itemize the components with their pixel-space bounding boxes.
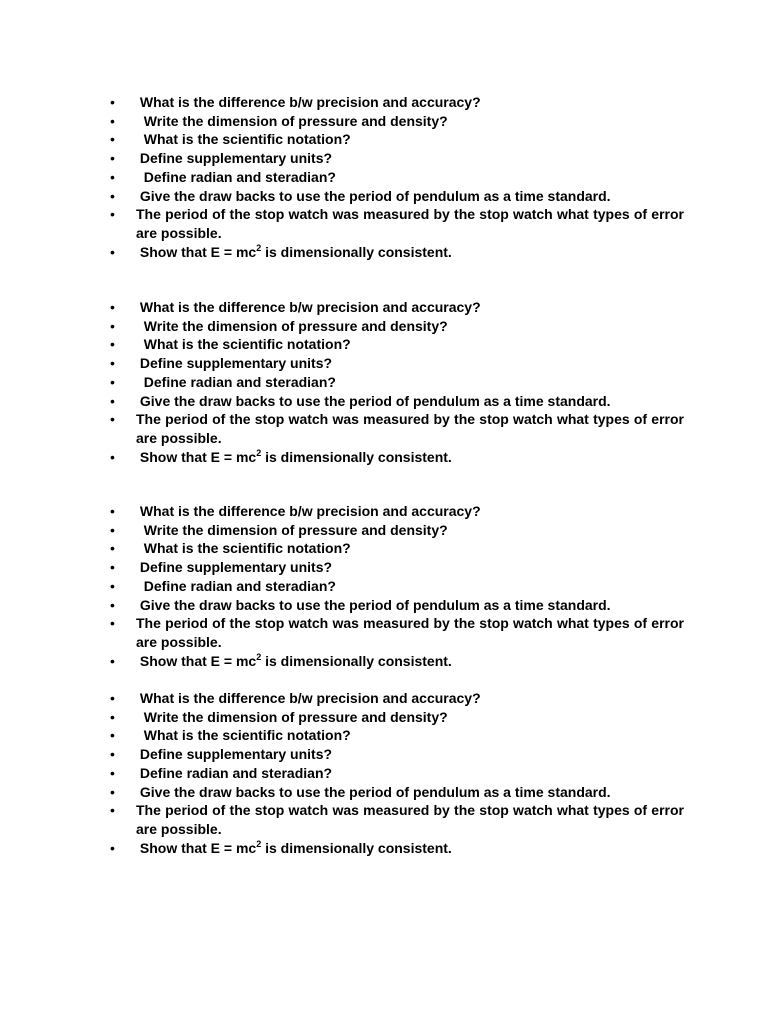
bullet-icon: • [110,392,115,409]
list-item [108,168,708,187]
bullet-icon: • [110,94,115,110]
equation-superscript: 2 [256,838,262,849]
bullet-icon: • [110,299,115,315]
bullet-icon: • [110,540,115,557]
list-item [108,317,708,336]
list-item [108,410,708,447]
bullet-icon: • [110,746,115,763]
bullet-icon: • [110,802,115,819]
list-item [108,93,708,112]
list-item [108,783,708,802]
question-text: What is the difference b/w precision and accuracy? [136,94,481,110]
bullet-icon: • [110,187,115,204]
list-item [108,801,708,838]
bullet-icon: • [110,596,115,613]
question-text: Define supplementary units? [136,150,333,167]
question-text: The period of the stop watch was measured by the stop watch what types of error are possible. [136,206,684,241]
question-text: Define radian and steradian? [136,373,336,390]
list-item [108,521,708,540]
list-item [108,187,708,206]
bullet-icon: • [110,727,115,744]
question-text: Write the dimension of pressure and density? [136,521,448,538]
bullet-icon: • [110,521,115,538]
list-item [108,745,708,764]
question-text: Write the dimension of pressure and density? [136,112,448,129]
equation-superscript: 2 [256,242,262,253]
bullet-icon: • [110,708,115,725]
equation-superscript: 2 [256,651,262,662]
question-list-1 [108,93,708,261]
question-text: What is the difference b/w precision and accuracy? [136,299,481,315]
question-text: Define radian and steradian? [136,168,336,185]
question-text: The period of the stop watch was measured by the stop watch what types of error are possible. [136,411,684,446]
list-item [108,335,708,354]
list-item [108,726,708,745]
question-text: Define supplementary units? [136,559,333,576]
list-item [108,205,708,242]
question-text: Write the dimension of pressure and density? [136,708,448,725]
question-list-4 [108,689,708,857]
list-item [108,298,708,317]
bullet-icon: • [110,243,115,260]
bullet-icon: • [110,317,115,334]
question-text [136,839,684,858]
list-item [108,392,708,411]
list-item [108,652,708,671]
list-item [108,689,708,708]
question-list-2 [108,298,708,466]
question-text: Give the draw backs to use the period of pendulum as a time standard. [136,187,611,204]
question-text: Give the draw backs to use the period of pendulum as a time standard. [136,596,611,613]
equation-prefix: Show that E = mc [136,243,257,260]
question-text [136,243,684,262]
bullet-icon: • [110,448,115,465]
bullet-icon: • [110,690,115,706]
equation-suffix: is dimensionally consistent. [261,448,452,465]
list-item [108,448,708,467]
list-item [108,839,708,858]
question-text: Write the dimension of pressure and density? [136,317,448,334]
question-text: The period of the stop watch was measured by the stop watch what types of error are possible. [136,615,684,650]
bullet-icon: • [110,764,115,781]
question-text: Define supplementary units? [136,355,333,372]
equation-superscript: 2 [256,447,262,458]
question-text: What is the difference b/w precision and accuracy? [136,503,481,519]
question-text: What is the difference b/w precision and accuracy? [136,690,481,706]
list-item [108,539,708,558]
list-item [108,149,708,168]
list-item [108,596,708,615]
equation-suffix: is dimensionally consistent. [261,243,452,260]
list-item [108,708,708,727]
bullet-icon: • [110,373,115,390]
question-text: What is the scientific notation? [136,540,351,557]
question-text: Give the draw backs to use the period of pendulum as a time standard. [136,783,611,800]
equation-suffix: is dimensionally consistent. [261,652,452,669]
list-item [108,577,708,596]
question-text: What is the scientific notation? [136,336,351,353]
bullet-icon: • [110,131,115,148]
bullet-icon: • [110,355,115,372]
question-list-3 [108,502,708,670]
bullet-icon: • [110,168,115,185]
question-text: The period of the stop watch was measured by the stop watch what types of error are possible. [136,802,684,837]
bullet-icon: • [110,112,115,129]
list-item [108,764,708,783]
bullet-icon: • [110,411,115,428]
list-item [108,558,708,577]
question-text [136,652,684,671]
list-item [108,502,708,521]
list-item [108,354,708,373]
equation-suffix: is dimensionally consistent. [261,839,452,856]
bullet-icon: • [110,783,115,800]
question-text: Define radian and steradian? [136,764,333,781]
equation-prefix: Show that E = mc [136,652,257,669]
bullet-icon: • [110,336,115,353]
list-item [108,112,708,131]
question-text: What is the scientific notation? [136,131,351,148]
bullet-icon: • [110,577,115,594]
bullet-icon: • [110,559,115,576]
bullet-icon: • [110,839,115,856]
bullet-icon: • [110,503,115,519]
list-item [108,243,708,262]
list-item [108,373,708,392]
equation-prefix: Show that E = mc [136,839,257,856]
question-text: Give the draw backs to use the period of pendulum as a time standard. [136,392,611,409]
bullet-icon: • [110,652,115,669]
question-text: Define radian and steradian? [136,577,336,594]
bullet-icon: • [110,615,115,632]
question-text: What is the scientific notation? [136,727,351,744]
bullet-icon: • [110,206,115,223]
question-text [136,448,684,467]
list-item [108,130,708,149]
list-item [108,614,708,651]
equation-prefix: Show that E = mc [136,448,257,465]
question-text: Define supplementary units? [136,746,333,763]
bullet-icon: • [110,150,115,167]
